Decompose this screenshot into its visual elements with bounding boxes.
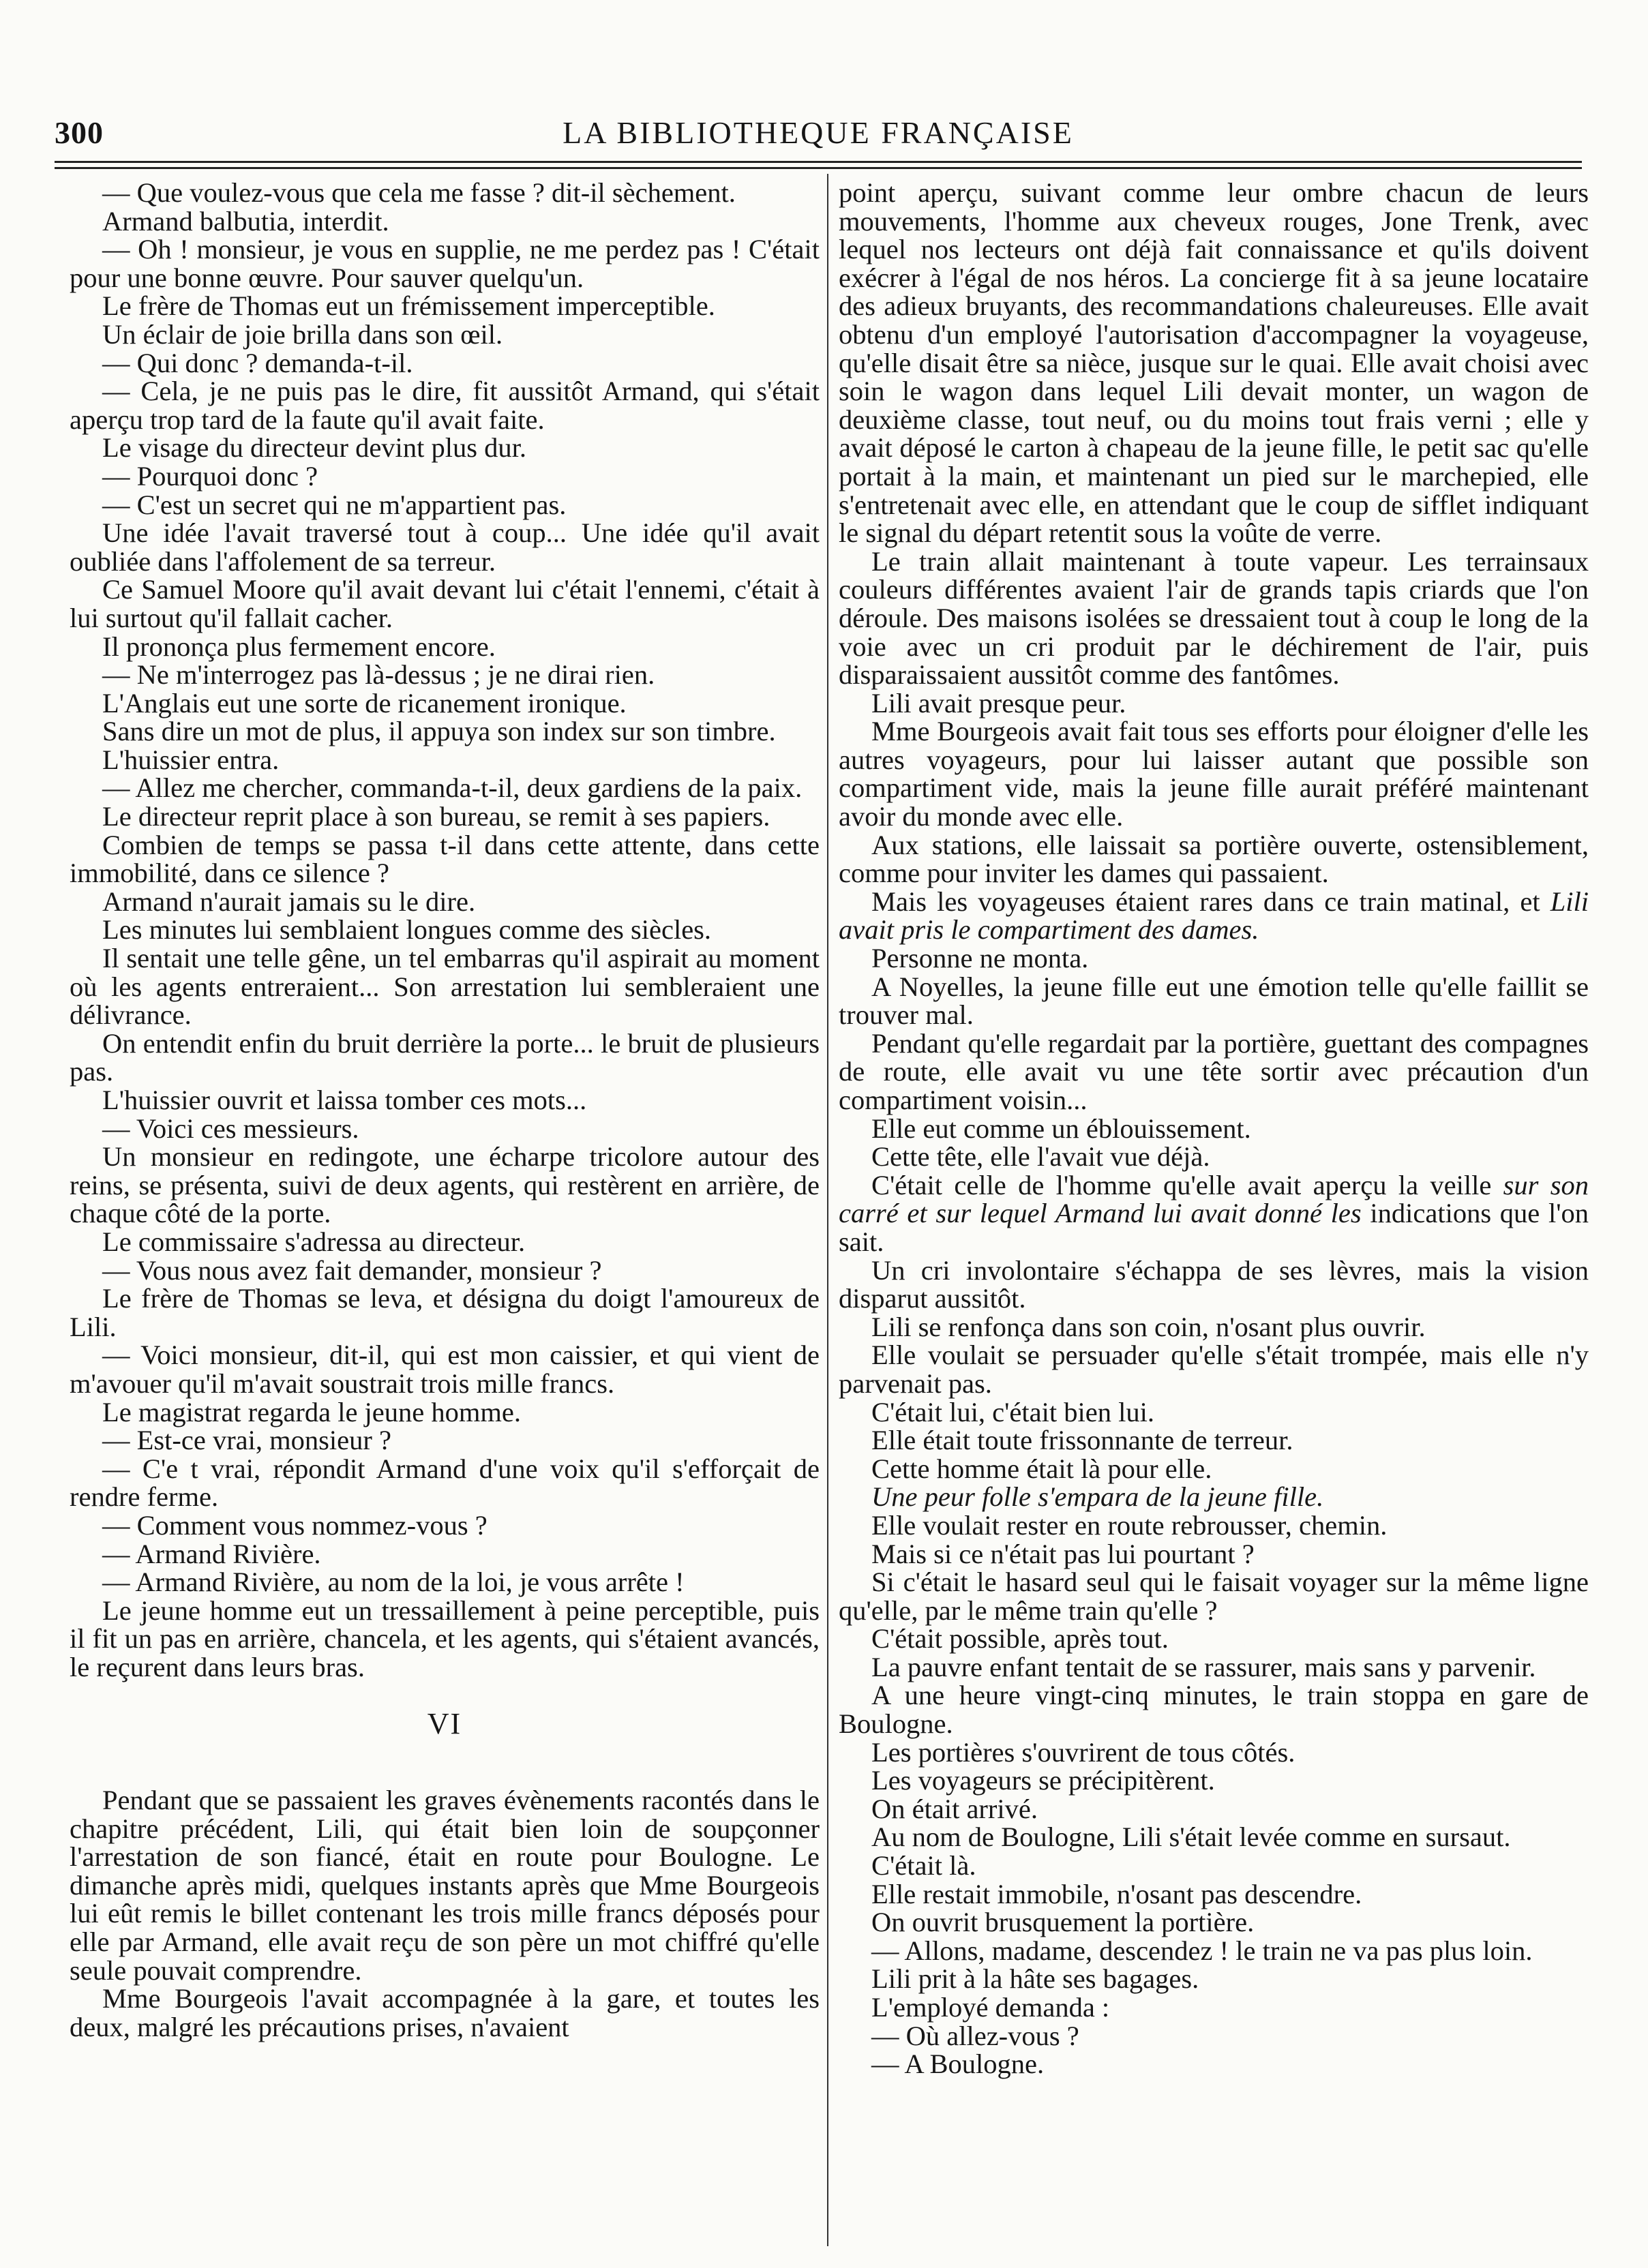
paragraph: Elle restait immobile, n'osant pas descendre. (871, 1878, 1362, 1909)
paragraph: — Vous nous avez fait demander, monsieur ? (102, 1254, 602, 1286)
paragraph: Le frère de Thomas eut un frémissement imperceptible. (102, 290, 715, 322)
paragraph: C'était là. (871, 1850, 976, 1881)
paragraph: Le magistrat regarda le jeune homme. (102, 1396, 521, 1427)
paragraph: — Voici ces messieurs. (102, 1113, 359, 1144)
paragraph: A une heure vingt-cinq minutes, le train stoppa en gare de Boulogne. (839, 1680, 1589, 1740)
paragraph: — Allons, madame, descendez ! le train ne va pas plus loin. (871, 1935, 1533, 1966)
paragraph: Armand balbutia, interdit. (102, 205, 389, 237)
paragraph: — Voici monsieur, dit-il, qui est mon caissier, et qui vient de m'avouer qu'il m'avait soustrait trois mille francs. (70, 1340, 820, 1399)
paragraph: On était arrivé. (871, 1793, 1038, 1824)
paragraph: Combien de temps se passa t-il dans cette attente, dans cette immobilité, dans ce silence ? (70, 829, 820, 889)
italic-text: Lili avait pris le compartiment des dames. (839, 886, 1589, 946)
paragraph: Le visage du directeur devint plus dur. (102, 432, 526, 464)
paragraph: Les minutes lui semblaient longues comme des siècles. (102, 914, 712, 946)
paragraph: — C'est un secret qui ne m'appartient pas. (102, 489, 567, 520)
paragraph: Les portières s'ouvrirent de tous côtés. (871, 1736, 1295, 1768)
paragraph: — Pourquoi donc ? (102, 460, 318, 492)
page-number: 300 (55, 115, 104, 150)
paragraph: — Est-ce vrai, monsieur ? (102, 1425, 391, 1456)
paragraph: Pendant qu'elle regardait par la portière, guettant des compagnes de route, elle avait vu une tête sortir avec précaution d'un compartiment voisin... (839, 1027, 1589, 1115)
paragraph: Ce Samuel Moore qu'il avait devant lui c'était l'ennemi, c'était à lui surtout qu'il fallait cacher. (70, 574, 820, 633)
paragraph: Les voyageurs se précipitèrent. (871, 1765, 1215, 1796)
paragraph: Personne ne monta. (871, 943, 1089, 974)
paragraph: Un cri involontaire s'échappa de ses lèvres, mais la vision disparut aussitôt. (839, 1254, 1589, 1314)
paragraph: On entendit enfin du bruit derrière la porte... le bruit de plusieurs pas. (70, 1027, 820, 1087)
running-title: LA BIBLIOTHEQUE FRANÇAISE (563, 115, 1074, 150)
paragraph: Il prononça plus fermement encore. (102, 631, 496, 662)
paragraph: — Allez me chercher, commanda-t-il, deux gardiens de la paix. (102, 772, 803, 804)
paragraph: Le commissaire s'adressa au directeur. (102, 1226, 526, 1257)
paragraph: Lili prit à la hâte ses bagages. (871, 1963, 1199, 1995)
paragraph: C'était lui, c'était bien lui. (871, 1396, 1154, 1427)
paragraph: Le train allait maintenant à toute vapeur. Les terrainsaux couleurs différentes avaient l'air de grands tapis criards que l'on déroule. Des maisons isolées se dressaient tout à coup le long de la voie avec un cri produit par le déchirement de l'air, puis disparaissaient aussitôt comme des fantômes. (839, 545, 1589, 691)
paragraph: Lili avait presque peur. (871, 687, 1126, 719)
paragraph: — Que voulez-vous que cela me fasse ? dit-il sèchement. (102, 179, 736, 208)
paragraph: — Comment vous nommez-vous ? (102, 1509, 488, 1541)
paragraph: Si c'était le hasard seul qui le faisait voyager sur la même ligne qu'elle, par le même train qu'elle ? (839, 1567, 1589, 1626)
paragraph: Mme Bourgeois avait fait tous ses efforts pour éloigner d'elle les autres voyageurs, pour lui laisser autant que possible son compartiment vide, mais la jeune fille aurait préféré maintenant avoir du monde avec elle. (839, 716, 1589, 832)
paragraph: La pauvre enfant tentait de se rassurer, mais sans y parvenir. (871, 1651, 1536, 1682)
paragraph: L'employé demanda : (871, 1992, 1110, 2023)
paragraph: — Ne m'interrogez pas là-dessus ; je ne dirai rien. (102, 659, 655, 691)
paragraph: — Oh ! monsieur, je vous en supplie, ne me perdez pas ! C'était pour une bonne œuvre. Pour sauver quelqu'un. (70, 234, 820, 293)
italic-text: Une peur folle s'empara de la jeune fille. (871, 1481, 1324, 1513)
paragraph: — Où allez-vous ? (871, 2020, 1079, 2051)
chapter-heading: VI (427, 1707, 462, 1741)
paragraph: — Armand Rivière, au nom de la loi, je vous arrête ! (102, 1567, 685, 1598)
paragraph: On ouvrit brusquement la portière. (871, 1907, 1255, 1938)
paragraph: — A Boulogne. (871, 2048, 1045, 2080)
paragraph: Un monsieur en redingote, une écharpe tricolore autour des reins, se présenta, suivi de deux agents, qui restèrent en arrière, de chaque côté de la porte. (70, 1141, 820, 1229)
paragraph: — Armand Rivière. (102, 1538, 321, 1569)
paragraph: C'était celle de l'homme qu'elle avait aperçu la veille sur son carré et sur lequel Armand lui avait donné les indications que l'on sait. (839, 1169, 1589, 1257)
paragraph: Cette tête, elle l'avait vue déjà. (871, 1141, 1210, 1173)
left-column (70, 179, 820, 2217)
paragraph: L'huissier ouvrit et laissa tomber ces mots... (102, 1085, 587, 1115)
paragraph: Le jeune homme eut un tressaillement à peine perceptible, puis il fit un pas en arrière, chancela, et les agents, qui s'étaient avancés, le reçurent dans leurs bras. (70, 1594, 820, 1682)
paragraph: Au nom de Boulogne, Lili s'était levée comme en sursaut. (871, 1821, 1511, 1853)
paragraph: A Noyelles, la jeune fille eut une émotion telle qu'elle faillit se trouver mal. (839, 971, 1589, 1031)
paragraph: — Qui donc ? demanda-t-il. (102, 347, 413, 378)
paragraph: Un éclair de joie brilla dans son œil. (102, 318, 503, 350)
paragraph: L'Anglais eut une sorte de ricanement ironique. (102, 687, 627, 719)
header-rule (55, 161, 1582, 169)
paragraph: Pendant que se passaient les graves évènements racontés dans le chapitre précédent, Lili, qui était bien loin de soupçonner l'arrestation de son fiancé, était en route pour Boulogne. Le dimanche après midi, quelques instants après que Mme Bourgeois lui eût remis le billet contenant les trois mille francs déposés pour elle par Armand, elle avait reçu de son père un mot chiffré qu'elle seule pouvait comprendre. (70, 1785, 820, 1986)
paragraph: — C'e t vrai, répondit Armand d'une voix qu'il s'efforçait de rendre ferme. (70, 1453, 820, 1513)
paragraph: C'était possible, après tout. (871, 1623, 1169, 1654)
paragraph: Sans dire un mot de plus, il appuya son index sur son timbre. (102, 716, 776, 747)
paragraph: — Cela, je ne puis pas le dire, fit aussitôt Armand, qui s'était aperçu trop tard de la faute qu'il avait faite. (70, 376, 820, 435)
paragraph: Une idée l'avait traversé tout à coup... Une idée qu'il avait oubliée dans l'affolement de sa terreur. (70, 517, 820, 577)
paragraph: Elle était toute frissonnante de terreur. (871, 1425, 1293, 1456)
paragraph: Le frère de Thomas se leva, et désigna du doigt l'amoureux de Lili. (70, 1283, 820, 1342)
paragraph: Elle voulait se persuader qu'elle s'était trompée, mais elle n'y parvenait pas. (839, 1340, 1589, 1399)
paragraph: Le directeur reprit place à son bureau, se remit à ses papiers. (102, 801, 770, 832)
paragraph: Il sentait une telle gêne, un tel embarras qu'il aspirait au moment où les agents entreraient... Son arrestation lui sembleraient une délivrance. (70, 943, 820, 1031)
paragraph: Mme Bourgeois l'avait accompagnée à la gare, et toutes les deux, malgré les précautions prises, n'avaient (70, 1983, 820, 2042)
page-header (55, 115, 1582, 155)
paragraph: Elle eut comme un éblouissement. (871, 1113, 1251, 1144)
paragraph: Mais si ce n'était pas lui pourtant ? (871, 1538, 1255, 1569)
paragraph (839, 1483, 1589, 1511)
italic-text: sur son carré et sur lequel Armand lui avait donné les (839, 1169, 1589, 1229)
paragraph: point aperçu, suivant comme leur ombre chacun de leurs mouvements, l'homme aux cheveux rouges, Jone Trenk, avec lequel nos lecteurs ont déjà fait connaissance et qu'ils doivent exécrer à l'égal de nos héros. La concierge fit à sa jeune locataire des adieux bruyants, des recommandations chaleureuses. Elle avait obtenu d'un employé l'autorisation d'accompagner la voyageuse, qu'elle disait être sa nièce, jusque sur le quai. Elle avait choisi avec soin le wagon dans lequel Lili devait monter, un wagon de deuxième classe, tout neuf, ou du moins tout frais verni ; elle y avait déposé le carton à chapeau de la jeune fille, le petit sac qu'elle portait à la main, et maintenant un pied sur le marchepied, elle s'entretenait avec elle, en attendant que le coup de sifflet indiquant le signal du départ retentit sous la voûte de verre. (839, 179, 1589, 549)
paragraph: Elle voulait rester en route rebrousser, chemin. (871, 1509, 1388, 1541)
paragraph: Lili se renfonça dans son coin, n'osant plus ouvrir. (871, 1311, 1426, 1342)
paragraph: Aux stations, elle laissait sa portière ouverte, ostensiblement, comme pour inviter les dames qui passaient. (839, 829, 1589, 889)
column-divider (827, 174, 828, 2246)
paragraph: Cette homme était là pour elle. (871, 1453, 1212, 1484)
paragraph: Armand n'aurait jamais su le dire. (102, 886, 476, 917)
paragraph: L'huissier entra. (102, 744, 280, 775)
paragraph: Mais les voyageuses étaient rares dans ce train matinal, et Lili avait pris le compartiment des dames. (839, 886, 1589, 946)
right-column (839, 179, 1589, 2217)
